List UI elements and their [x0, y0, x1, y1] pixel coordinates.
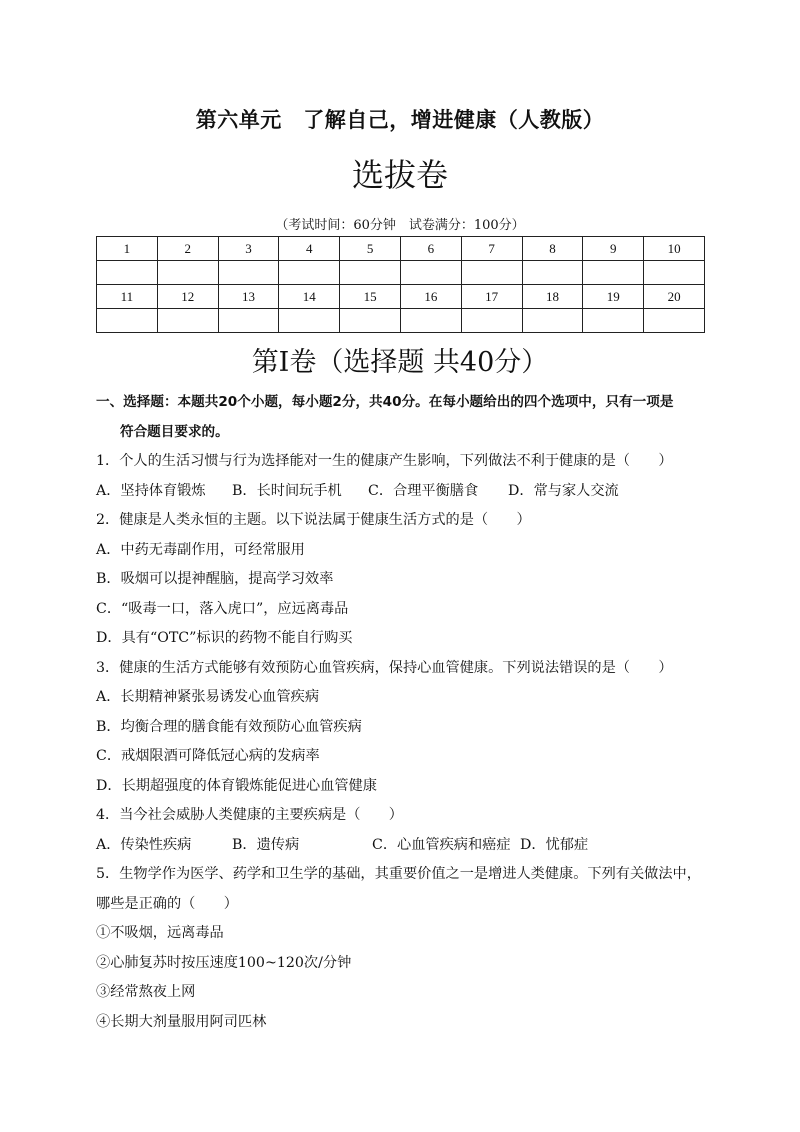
score-header-cell: 8 — [522, 237, 583, 261]
option-d[interactable]: D．常与家人交流 — [508, 482, 619, 499]
option-b[interactable]: B．吸烟可以提神醒脑，提高学习效率 — [96, 571, 334, 587]
answer-cell[interactable] — [340, 309, 401, 333]
answer-cell[interactable] — [644, 261, 705, 285]
answer-cell[interactable] — [97, 261, 158, 285]
score-header-cell: 6 — [400, 237, 461, 261]
question-stem: 1．个人的生活习惯与行为选择能对一生的健康产生影响，下列做法不利于健康的是（ ） — [96, 453, 673, 469]
score-header-cell: 19 — [583, 285, 644, 309]
answer-cell[interactable] — [522, 261, 583, 285]
question-stem-cont: 哪些是正确的（ ） — [96, 895, 238, 912]
score-header-cell: 17 — [461, 285, 522, 309]
score-table-header-row — [97, 285, 705, 309]
section-title: 第Ⅰ卷（选择题 共40分） — [251, 347, 549, 378]
score-header-cell: 3 — [218, 237, 279, 261]
answer-cell[interactable] — [279, 309, 340, 333]
answer-cell[interactable] — [157, 309, 218, 333]
question-list — [96, 388, 716, 1037]
score-header-cell: 13 — [218, 285, 279, 309]
statement-item: ④长期大剂量服用阿司匹林 — [96, 1013, 267, 1030]
section-instruction-cont: 符合题目要求的。 — [120, 423, 229, 440]
answer-cell[interactable] — [583, 261, 644, 285]
answer-cell[interactable] — [461, 261, 522, 285]
score-header-cell: 5 — [340, 237, 401, 261]
answer-row — [97, 309, 705, 333]
option-a[interactable]: A．中药无毒副作用，可经常服用 — [96, 541, 305, 558]
answer-cell[interactable] — [97, 309, 158, 333]
document-subtitle: 选拔卷 — [351, 156, 448, 194]
option-b[interactable]: B．均衡合理的膳食能有效预防心血管疾病 — [96, 718, 362, 735]
statement-item: ③经常熬夜上网 — [96, 984, 196, 1000]
option-b[interactable]: B．长时间玩手机 — [232, 482, 342, 499]
question-options-row — [96, 831, 716, 861]
score-table — [96, 236, 705, 333]
question-stem: 3．健康的生活方式能够有效预防心血管疾病，保持心血管健康。下列说法错误的是（ ） — [96, 659, 673, 676]
option-d[interactable]: D．长期超强度的体育锻炼能促进心血管健康 — [96, 777, 377, 794]
exam-info: （考试时间：60分钟 试卷满分：100分） — [275, 218, 525, 233]
score-header-cell: 10 — [644, 237, 705, 261]
answer-cell[interactable] — [644, 309, 705, 333]
answer-cell[interactable] — [461, 309, 522, 333]
option-c[interactable]: C．“吸毒一口，落入虎口”，应远离毒品 — [96, 600, 349, 617]
question-stem: 2．健康是人类永恒的主题。以下说法属于健康生活方式的是（ ） — [96, 512, 531, 528]
answer-cell[interactable] — [400, 261, 461, 285]
answer-cell[interactable] — [340, 261, 401, 285]
answer-cell[interactable] — [218, 309, 279, 333]
option-a[interactable]: A．坚持体育锻炼 — [96, 482, 206, 499]
score-header-cell: 16 — [400, 285, 461, 309]
score-header-cell: 20 — [644, 285, 705, 309]
score-header-cell: 4 — [279, 237, 340, 261]
question-options-row — [96, 477, 716, 507]
answer-cell[interactable] — [583, 309, 644, 333]
option-c[interactable]: C．心血管疾病和癌症 — [372, 836, 511, 853]
answer-cell[interactable] — [157, 261, 218, 285]
statement-item: ②心肺复苏时按压速度100~120次/分钟 — [96, 954, 352, 971]
score-header-cell: 12 — [157, 285, 218, 309]
score-header-cell: 18 — [522, 285, 583, 309]
option-b[interactable]: B．遗传病 — [232, 836, 300, 853]
score-header-cell: 1 — [97, 237, 158, 261]
option-a[interactable]: A．长期精神紧张易诱发心血管疾病 — [96, 689, 320, 705]
option-c[interactable]: C．合理平衡膳食 — [368, 482, 479, 499]
section-instruction: 一、选择题：本题共20个小题，每小题2分，共40分。在每小题给出的四个选项中，只有一项是 — [96, 394, 674, 410]
option-d[interactable]: D．忧郁症 — [520, 836, 589, 853]
question-stem: 4．当今社会威胁人类健康的主要疾病是（ ） — [96, 807, 403, 823]
question-stem: 5．生物学作为医学、药学和卫生学的基础，其重要价值之一是增进人类健康。下列有关做法中， — [96, 866, 701, 882]
score-header-cell: 9 — [583, 237, 644, 261]
score-table-header-row — [97, 237, 705, 261]
answer-cell[interactable] — [279, 261, 340, 285]
answer-cell[interactable] — [522, 309, 583, 333]
score-header-cell: 15 — [340, 285, 401, 309]
score-header-cell: 7 — [461, 237, 522, 261]
option-a[interactable]: A．传染性疾病 — [96, 836, 192, 853]
score-header-cell: 14 — [279, 285, 340, 309]
option-d[interactable]: D．具有“OTC”标识的药物不能自行购买 — [96, 630, 353, 646]
option-c[interactable]: C．戒烟限酒可降低冠心病的发病率 — [96, 748, 320, 764]
score-header-cell: 11 — [97, 285, 158, 309]
answer-cell[interactable] — [218, 261, 279, 285]
answer-row — [97, 261, 705, 285]
document-title: 第六单元 了解自己，增进健康（人教版） — [195, 108, 605, 132]
answer-cell[interactable] — [400, 309, 461, 333]
score-header-cell: 2 — [157, 237, 218, 261]
statement-item: ①不吸烟，远离毒品 — [96, 925, 224, 941]
